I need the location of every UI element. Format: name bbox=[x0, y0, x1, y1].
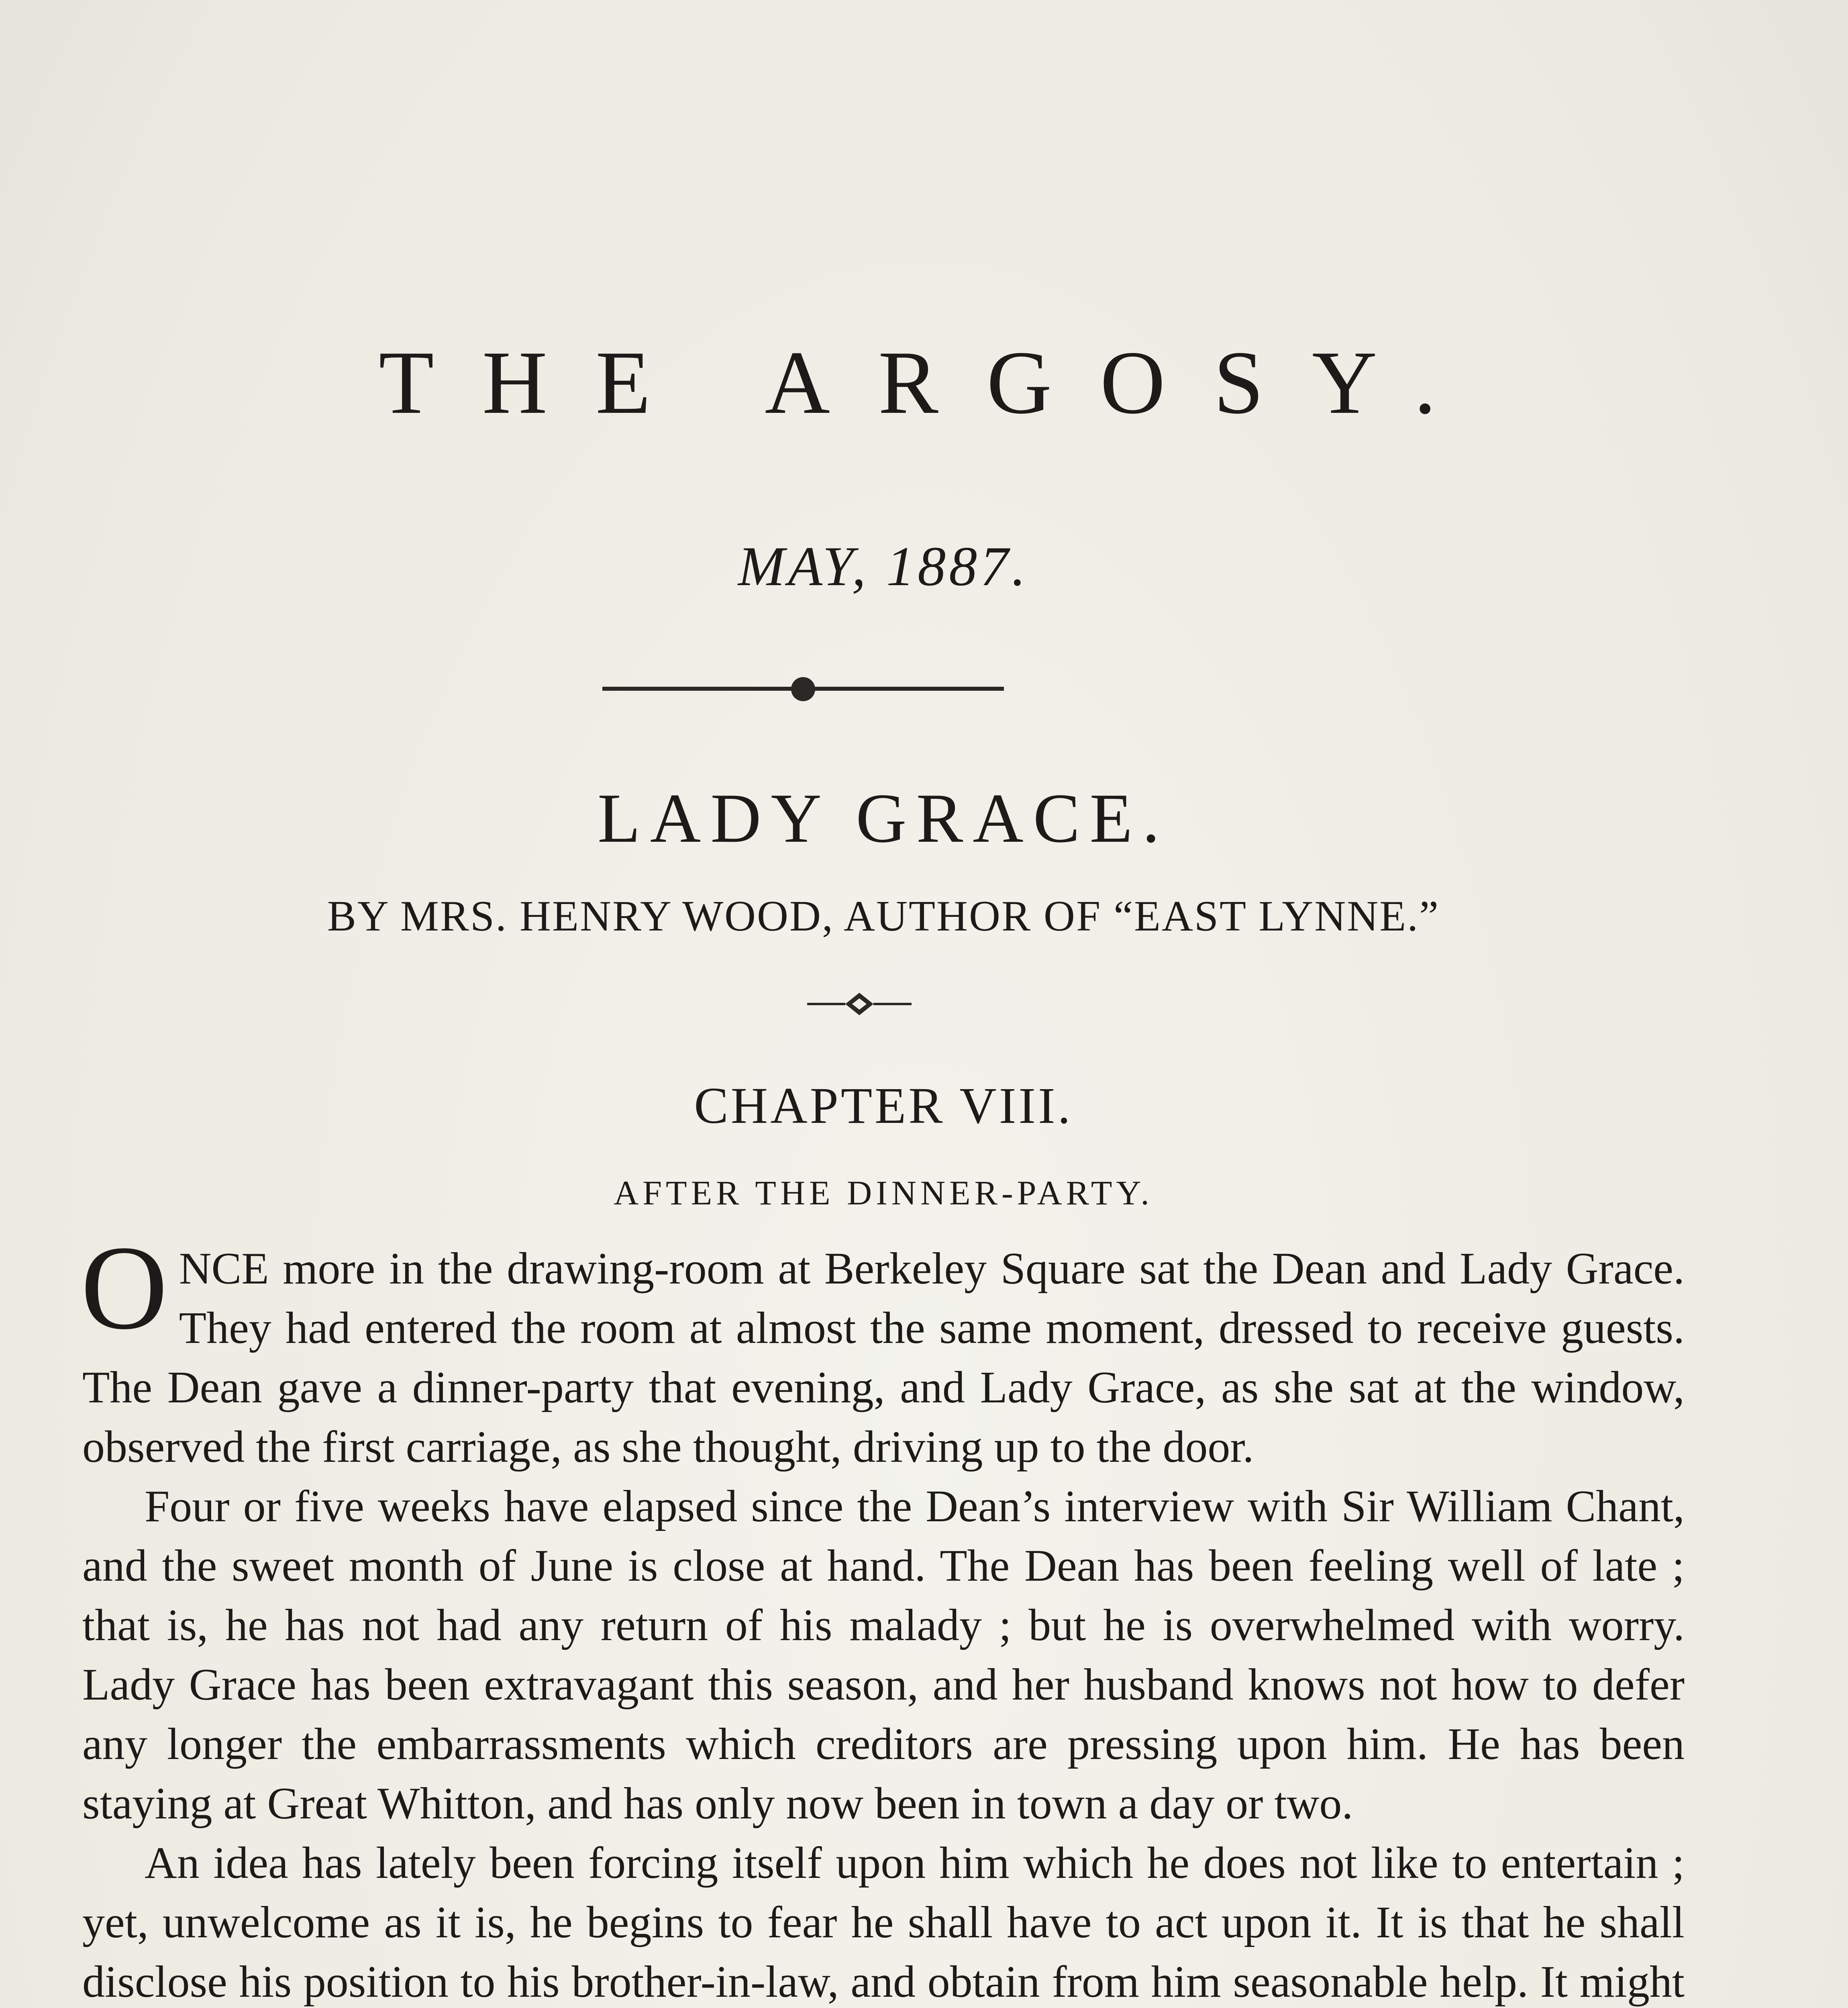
issue-date: MAY, 1887. bbox=[738, 535, 1029, 598]
divider-dot bbox=[791, 677, 815, 701]
paragraph-text: NCE more in the drawing-room at Berkeley Square sat the Dean and Lady Grace. They had entered the room at almost the same moment, dressed to receive guests. The Dean gave a dinner-party that evening, and Lady Grace, as she sat at the window, observed the first carriage, as she thought, driving up to the door. bbox=[82, 1244, 1685, 1472]
title-divider bbox=[602, 687, 1004, 691]
paragraph: An idea has lately been forcing itself upon him which he does not like to entertain ; yet, unwelcome as it is, he begins to fear he shall have to act upon it. It is that he shall disclose his position to his brother-in-law, and obtain from him seasonable help. It might bbox=[82, 1838, 1685, 2007]
ornament-divider-icon bbox=[807, 992, 912, 1016]
paragraph: Four or five weeks have elapsed since the Dean’s interview with Sir William Chant, and the sweet month of June is close at hand. The Dean has been feeling well of late ; that is, he has not had any return of his malady ; but he is overwhelmed with worry. Lady Grace has been extravagant this season, and her husband knows not how to defer any longer the embarrassments which creditors are pressing upon him. He has been staying at Great Whitton, and has only now been in town a day or two. bbox=[82, 1482, 1685, 1828]
story-title: LADY GRACE. bbox=[597, 779, 1170, 857]
chapter-number: CHAPTER VIII. bbox=[694, 1077, 1073, 1134]
drop-cap: O bbox=[81, 1221, 168, 1354]
chapter-subtitle: AFTER THE DINNER-PARTY. bbox=[614, 1173, 1153, 1212]
story-byline: BY MRS. HENRY WOOD, AUTHOR OF “EAST LYNNE.” bbox=[327, 892, 1440, 940]
publication-title: THE ARGOSY. bbox=[379, 332, 1485, 433]
paragraph bbox=[81, 1221, 1685, 1477]
article-body bbox=[81, 1221, 1685, 2008]
